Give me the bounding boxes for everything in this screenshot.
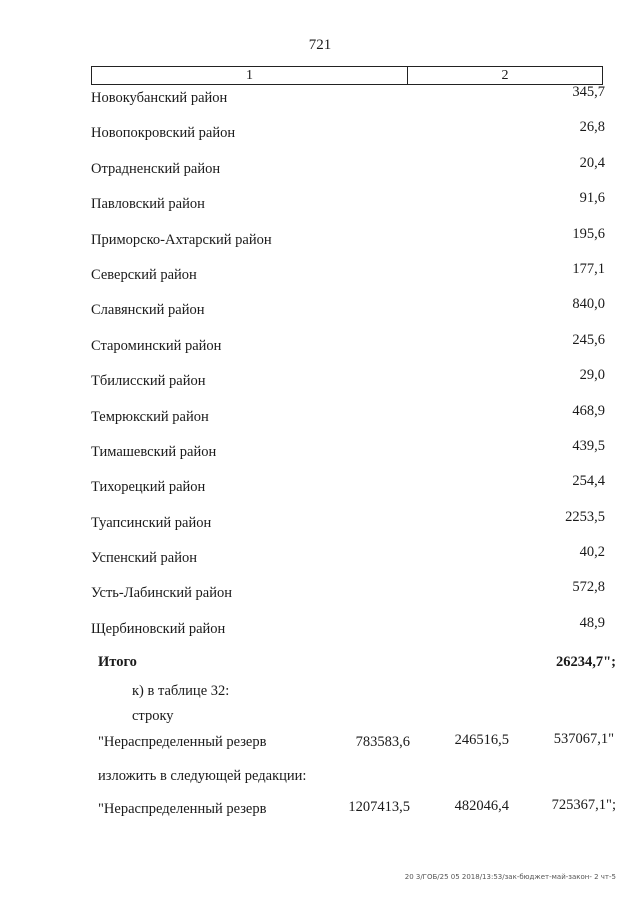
district-value: 572,8 [572,579,605,596]
district-value: 177,1 [572,260,605,277]
new-row-value-3: 725367,1"; [551,797,616,813]
district-value: 29,0 [579,367,605,384]
district-value: 91,6 [579,190,605,207]
district-name: Усть-Лабинский район [91,585,232,602]
district-name: Тимашевский район [91,443,217,460]
table-row [0,331,640,369]
district-name: Новокубанский район [91,90,228,106]
district-name: Темрюкский район [91,408,209,425]
header-col-1: 1 [92,67,408,84]
table-row [0,614,640,652]
district-value: 40,2 [579,544,605,561]
district-name: Успенский район [91,550,197,567]
district-name: Новопокровский район [91,125,236,142]
new-row-value-1: 1207413,5 [348,799,410,815]
table-row [0,260,640,298]
header-col-2: 2 [501,67,509,83]
table-row [0,86,640,121]
old-row-value-1: 783583,6 [355,734,410,750]
footer-stamp: 20 3/ГОБ/25 05 2018/13:53/зак-бюджет-май-закон- 2 чт-5 [404,873,616,881]
district-name: Тихорецкий район [91,479,206,496]
table-row [0,437,640,475]
district-value: 20,4 [579,154,605,171]
district-value: 2253,5 [565,508,605,525]
district-name: Щербиновский район [91,620,226,637]
table-row [0,225,640,263]
instruction-text: изложить в следующей редакции: [98,768,307,784]
table-row [0,546,640,581]
new-row-value-2: 482046,4 [454,798,509,814]
table-row [0,192,640,227]
district-value: 439,5 [572,437,605,454]
table-row [0,475,640,510]
old-row-value-2: 246516,5 [454,732,509,748]
district-name: Туапсинский район [91,514,212,531]
district-value: 195,6 [572,225,605,242]
old-row-label: "Нераспределенный резерв [98,734,267,750]
district-value: 345,7 [572,84,605,100]
district-name: Староминский район [91,337,222,354]
district-value: 840,0 [572,296,605,313]
table-row [0,402,640,440]
district-name: Славянский район [91,302,205,319]
new-row-label: "Нераспределенный резерв [98,801,267,817]
total-label: Итого [98,654,137,670]
total-value: 26234,7"; [555,654,616,670]
table-row [0,369,640,404]
district-value: 245,6 [572,331,605,348]
district-name: Приморско-Ахтарский район [91,231,272,248]
table-header [91,66,603,85]
district-name: Северский район [91,266,197,283]
district-value: 26,8 [579,119,605,136]
table-row [0,298,640,333]
amendment-intro: к) в таблице 32: [132,683,230,699]
district-value: 468,9 [572,402,605,419]
district-value: 48,9 [579,614,605,631]
district-name: Отрадненский район [91,160,221,177]
table-row [0,154,640,192]
district-table [0,86,640,652]
page-number: 721 [308,37,332,53]
old-row-value-3: 537067,1" [553,731,614,747]
table-row [0,121,640,156]
district-value: 254,4 [572,473,605,490]
table-row [0,581,640,616]
table-row [0,508,640,546]
district-name: Павловский район [91,196,205,213]
row-word: строку [132,708,174,724]
district-name: Тбилисский район [91,373,206,390]
